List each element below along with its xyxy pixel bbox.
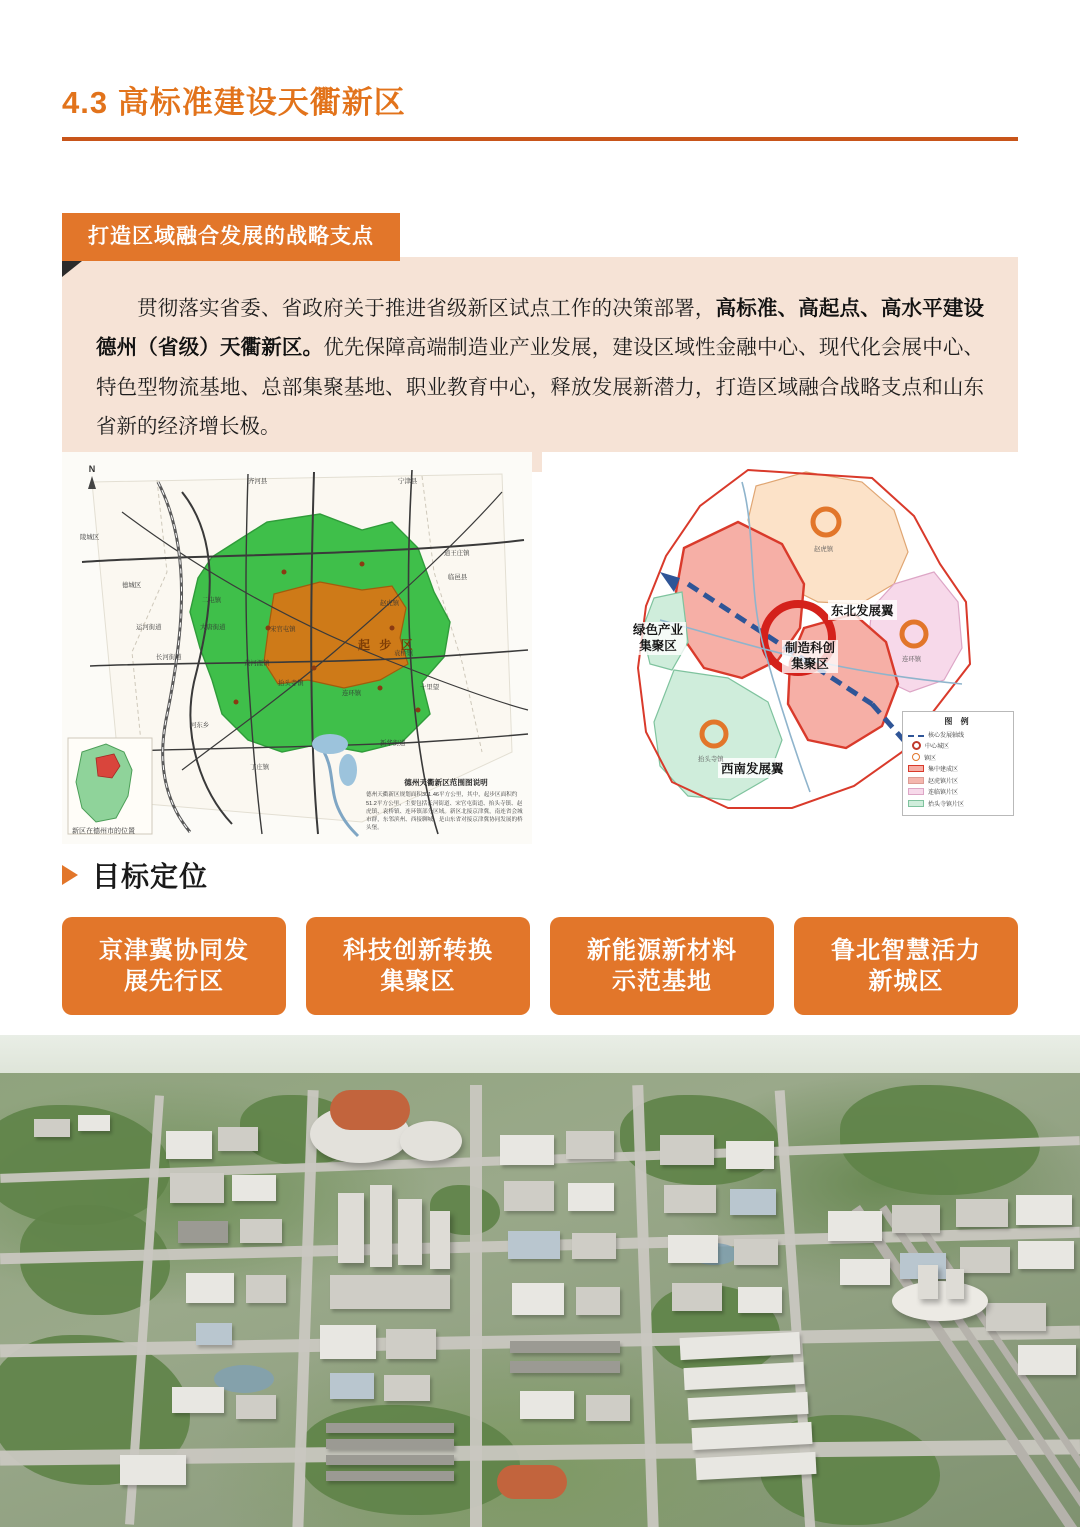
building: [120, 1455, 186, 1485]
legend-swatch-town: [912, 753, 920, 761]
tower-building: [338, 1193, 364, 1263]
core-zone-label: 起 步 区: [358, 638, 416, 652]
description-panel: [62, 257, 1018, 472]
goal-card-3-line2: 示范基地: [612, 968, 712, 995]
running-track: [497, 1465, 567, 1499]
building: [246, 1275, 286, 1303]
building: [726, 1141, 774, 1169]
town-label: 抬头寺镇: [698, 756, 724, 763]
paragraph-bold-1: 高标准、高起点、高水平建设德州（省级）天衢新区。: [96, 297, 985, 360]
building: [172, 1387, 224, 1413]
place-label: 临邑县: [448, 574, 468, 581]
legend-swatch-axis-line: [908, 733, 924, 737]
goal-card-4-line2: 新城区: [868, 968, 944, 995]
tower-building: [946, 1269, 964, 1299]
goal-card-2[interactable]: [306, 917, 530, 1015]
place-label: 陵城区: [80, 534, 100, 541]
left-map-caption: [366, 777, 526, 832]
building: [734, 1239, 778, 1265]
building: [576, 1287, 620, 1315]
legend-label: 抬头寺镇片区: [928, 801, 965, 808]
building: [572, 1233, 616, 1259]
legend-label: 赵虎镇片区: [928, 778, 959, 785]
place-label: 连环镇: [342, 690, 362, 697]
row-housing: [326, 1439, 454, 1449]
building: [236, 1395, 276, 1419]
goal-card-4-line1: 鲁北智慧活力: [831, 936, 981, 964]
building: [520, 1391, 574, 1419]
place-label: 运河街道: [136, 624, 162, 631]
tower-building: [430, 1211, 450, 1269]
place-label: 十里望: [420, 684, 440, 691]
building: [34, 1119, 70, 1137]
building: [840, 1259, 890, 1285]
map-scope-of-tianqu-new-district: [62, 452, 532, 844]
compass-needle: [88, 476, 96, 489]
place-label: 长河街道: [156, 654, 182, 661]
building: [330, 1373, 374, 1399]
building: [892, 1205, 940, 1233]
place-label: 新华街道: [380, 740, 406, 747]
ribbon-fold-decoration: [62, 261, 82, 277]
inset-location-map: [68, 738, 152, 834]
legend-swatch-lianlin: [908, 788, 924, 795]
ribbon-label-box: [62, 213, 400, 261]
legend-item: [908, 753, 1008, 762]
place-label: 赵虎镇: [380, 600, 400, 607]
building: [166, 1131, 212, 1159]
row-housing: [326, 1455, 454, 1465]
arena: [400, 1121, 462, 1161]
ribbon-label: 打造区域融合发展的战略支点: [88, 225, 374, 248]
goal-card-2-line1: 科技创新转换: [343, 936, 493, 964]
running-track: [330, 1090, 410, 1130]
wing-label-southwest: 西南发展翼: [718, 758, 787, 778]
goal-card-4[interactable]: [794, 917, 1018, 1015]
legend-label: 核心发展轴线: [928, 732, 965, 739]
place-label: 黄河涯镇: [244, 660, 270, 667]
legend-swatch-zhaohu: [908, 777, 924, 784]
legend-item: [908, 776, 1008, 785]
goal-card-2-line2: 集聚区: [380, 968, 456, 995]
legend-item: [908, 730, 1008, 739]
goal-card-1[interactable]: [62, 917, 286, 1015]
building: [386, 1329, 436, 1359]
place-label: 宁津县: [398, 478, 418, 485]
building: [828, 1211, 882, 1241]
left-map-caption-text: 德州天衢新区规划面积301.46平方公里，其中，起步区面积约51.2平方公里，主要包括长河街道、宋官屯街道、抬头寺镇、赵虎镇、袁桥镇、连环镇部分区域。新区北接京津冀，南连省会城市群，东邻滨州、西接聊城，是山东省对接京津冀协同发展的桥头堡。: [366, 792, 523, 831]
row-housing: [510, 1341, 620, 1353]
map-legend: [902, 711, 1014, 817]
ribbon-banner: [62, 213, 400, 261]
building: [232, 1175, 276, 1201]
tower-building: [918, 1265, 938, 1299]
place-label: 宋官屯镇: [270, 626, 296, 633]
wing-label-northeast: 东北发展翼: [828, 600, 897, 620]
building: [586, 1395, 630, 1421]
building: [664, 1185, 716, 1213]
legend-swatch-taitousi: [908, 800, 924, 807]
building: [568, 1183, 614, 1211]
row-housing: [326, 1471, 454, 1481]
cluster-green-line2: 集聚区: [639, 638, 677, 653]
place-label: 齐河县: [248, 478, 268, 485]
paragraph-part-2: 优先保障高端制造业产业发展，建设区域性金融中心、现代化会展中心、特色型物流基地、总部集聚基地、职业教育中心，释放发展新潜力，打造区域融合战略支点和山东省新的经济增长极。: [96, 336, 984, 439]
cluster-manu-line1: 制造科创: [785, 641, 836, 655]
building: [508, 1231, 560, 1259]
building: [500, 1135, 554, 1165]
legend-item: [908, 799, 1008, 808]
aerial-rendering-image: [0, 1035, 1080, 1527]
cluster-label-manufacturing: [782, 640, 838, 673]
row-housing: [510, 1361, 620, 1373]
place-label: 大唐街道: [200, 624, 226, 631]
tower-building: [370, 1185, 392, 1267]
compass-label: N: [88, 464, 96, 474]
station-canopy: [892, 1281, 988, 1321]
podium-building: [330, 1275, 450, 1309]
inset-caption: 新区在德州市的位置: [72, 828, 135, 835]
legend-label: 连临镇片区: [928, 790, 959, 796]
goal-card-3[interactable]: [550, 917, 774, 1015]
cluster-green-line1: 绿色产业: [633, 623, 684, 637]
building: [986, 1303, 1046, 1331]
building: [672, 1283, 722, 1311]
cluster-label-green-industry: [630, 622, 686, 655]
place-label: 二屯镇: [202, 597, 222, 604]
legend-title: 图 例: [944, 716, 972, 726]
paragraph-part-1: 贯彻落实省委、省政府关于推进省级新区试点工作的决策部署，: [137, 297, 716, 320]
building: [738, 1287, 782, 1313]
goal-card-3-line1: 新能源新材料: [587, 936, 737, 964]
place-label: 袁桥镇: [394, 650, 414, 657]
building: [1018, 1345, 1076, 1375]
town-label: 连环镇: [902, 656, 922, 663]
legend-item: [908, 764, 1008, 773]
goal-heading: 目标定位: [92, 861, 209, 892]
building: [320, 1325, 376, 1359]
section-header: [62, 84, 1018, 123]
building: [218, 1127, 258, 1151]
tower-building: [398, 1199, 422, 1265]
section-divider: [62, 137, 1018, 141]
cluster-manu-line2: 集聚区: [791, 656, 829, 671]
building: [78, 1115, 110, 1131]
building: [196, 1323, 232, 1345]
building: [240, 1219, 282, 1243]
building: [566, 1131, 614, 1159]
legend-label: 集中建成区: [928, 767, 959, 773]
building: [960, 1247, 1010, 1273]
legend-swatch-built-up: [908, 765, 924, 772]
goal-section-header: [62, 855, 208, 895]
legend-item: [908, 741, 1008, 750]
building: [956, 1199, 1008, 1227]
left-map-caption-title: 德州天衢新区范围图说明: [404, 778, 488, 788]
map-spatial-structure: [542, 452, 1018, 844]
road: [470, 1085, 482, 1527]
building: [384, 1375, 430, 1401]
legend-label: 镇区: [924, 755, 937, 762]
building: [730, 1189, 776, 1215]
arrow-right-icon: [62, 865, 78, 885]
maps-row: [62, 452, 1018, 844]
place-label: 丁庄镇: [250, 764, 270, 771]
building: [668, 1235, 718, 1263]
legend-label: 中心城区: [925, 744, 950, 750]
legend-swatch-city-center: [912, 741, 921, 750]
goal-cards: [62, 917, 1018, 1015]
legend-item: [908, 787, 1008, 796]
place-label: 抬头寺镇: [278, 680, 304, 687]
building: [504, 1181, 554, 1211]
goal-card-1-line2: 展先行区: [124, 968, 224, 995]
goal-card-1-line1: 京津冀协同发: [99, 936, 249, 964]
place-label: 德城区: [122, 582, 142, 589]
row-housing: [326, 1423, 454, 1433]
description-paragraph: [96, 289, 984, 446]
building: [178, 1221, 228, 1243]
compass-rose: [88, 464, 96, 489]
building: [186, 1273, 234, 1303]
building: [170, 1173, 224, 1203]
building: [1018, 1241, 1074, 1269]
page-title: 4.3 高标准建设天衢新区: [62, 85, 406, 120]
building: [660, 1135, 714, 1165]
building: [1016, 1195, 1072, 1225]
building: [512, 1283, 564, 1315]
place-label: 道王庄镇: [444, 550, 470, 557]
town-label: 赵虎镇: [814, 546, 834, 553]
place-label: 河东乡: [190, 722, 210, 729]
